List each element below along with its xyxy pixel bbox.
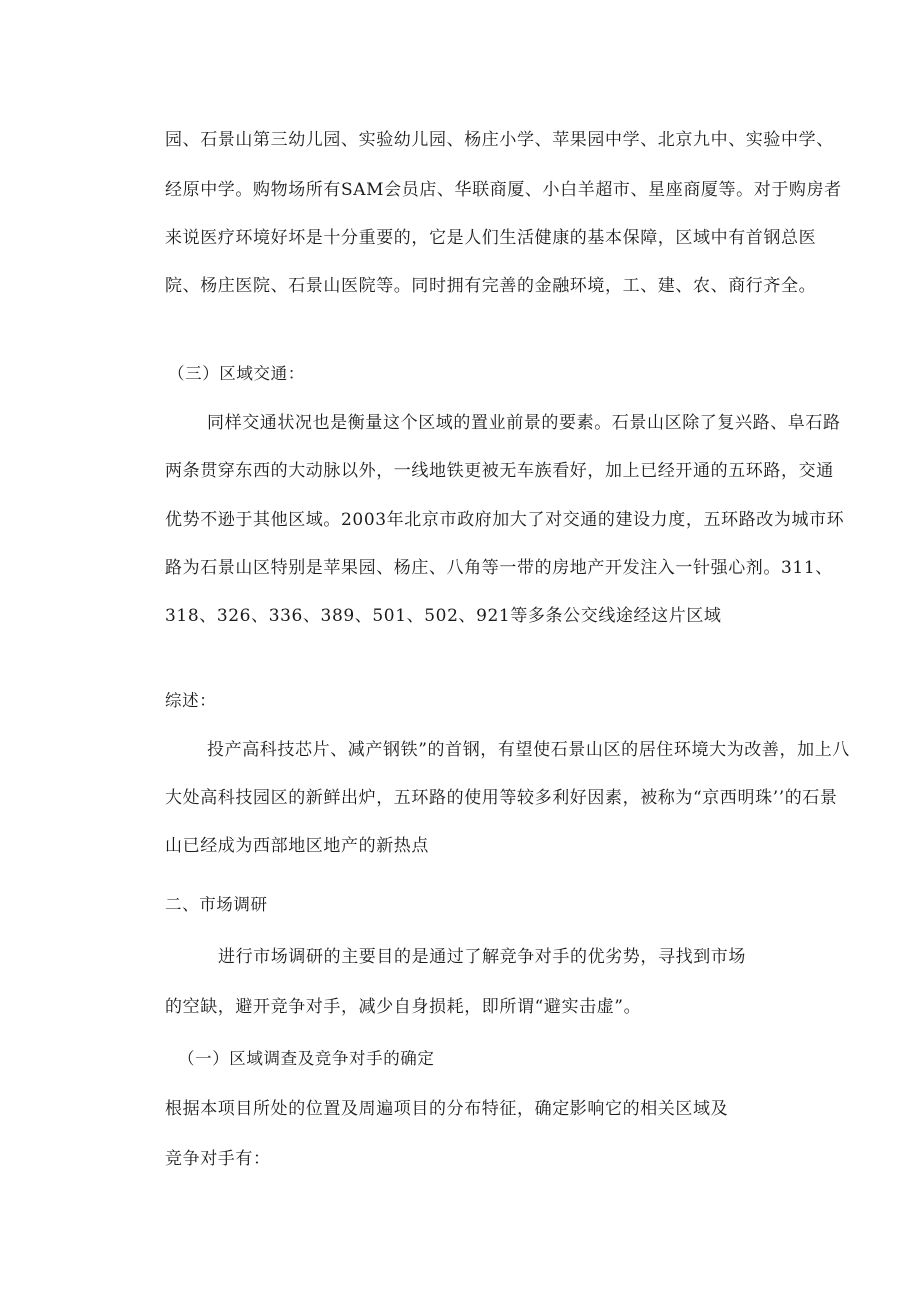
transport-line-5: 318、326、336、389、501、502、921等多条公交线途经这片区域 <box>165 606 722 626</box>
summary-heading: 综述： <box>165 691 217 710</box>
summary-line-1: 投产高科技芯片、减产钢铁”的首钢，有望使石景山区的居住环境大为改善，加上八 <box>207 740 850 760</box>
region-line-1: 根据本项目所处的位置及周遍项目的分布特征，确定影响它的相关区域及 <box>165 1099 729 1119</box>
market-heading: 二、市场调研 <box>165 895 268 914</box>
market-line-2: 的空缺，避开竞争对手，减少自身损耗，即所谓“避实击虚”。 <box>165 997 642 1017</box>
facilities-line-2: 经原中学。购物场所有SAM会员店、华联商厦、小白羊超市、星座商厦等。对于购房者 <box>165 180 842 200</box>
transport-line-3: 优势不逊于其他区域。2003年北京市政府加大了对交通的建设力度，五环路改为城市环 <box>165 510 845 530</box>
transport-line-1: 同样交通状况也是衡量这个区域的置业前景的要素。石景山区除了复兴路、阜石路 <box>207 413 841 433</box>
region-heading: （一）区域调查及竞争对手的确定 <box>178 1049 435 1068</box>
facilities-line-1: 园、石景山第三幼儿园、实验幼儿园、杨庄小学、苹果园中学、北京九中、实验中学、 <box>165 130 834 150</box>
summary-line-2: 大处高科技园区的新鲜出炉，五环路的使用等较多利好因素，被称为“京西明珠’’的石景 <box>165 788 838 808</box>
summary-line-3: 山已经成为西部地区地产的新热点 <box>165 836 429 856</box>
transport-heading: （三）区域交通： <box>168 364 305 383</box>
transport-line-4: 路为石景山区特别是苹果园、杨庄、八角等一带的房地产开发注入一针强心剂。311、 <box>165 558 833 578</box>
facilities-line-4: 院、杨庄医院、石景山医院等。同时拥有完善的金融环境，工、建、农、商行齐全。 <box>165 276 817 296</box>
transport-line-2: 两条贯穿东西的大动脉以外，一线地铁更被无车族看好，加上已经开通的五环路，交通 <box>165 461 834 481</box>
facilities-line-3: 来说医疗环境好坏是十分重要的，它是人们生活健康的基本保障，区域中有首钢总医 <box>165 228 817 248</box>
region-line-2: 竞争对手有： <box>165 1149 271 1169</box>
market-line-1: 进行市场调研的主要目的是通过了解竞争对手的优劣势，寻找到市场 <box>218 947 746 967</box>
